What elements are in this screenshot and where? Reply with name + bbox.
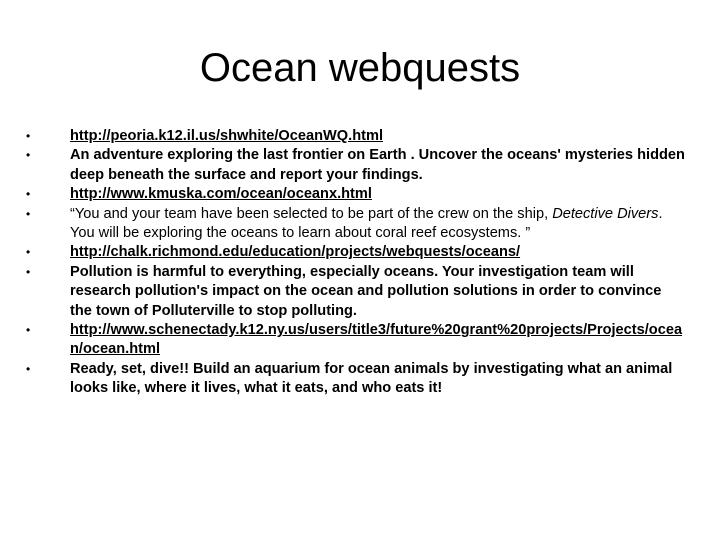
webquest-description: Ready, set, dive!! Build an aquarium for ocean animals by investigating what an animal looks like, where it lives, what it eats, and who eats it! (70, 360, 673, 397)
bullet-item (26, 321, 686, 360)
webquest-link[interactable]: http://chalk.richmond.edu/education/projects/webquests/oceans/ (70, 244, 521, 261)
bullet-item (26, 243, 686, 262)
slide-title: Ocean webquests (199, 46, 521, 90)
bullet-icon: • (26, 264, 31, 279)
bullet-icon: • (26, 187, 31, 202)
webquest-link[interactable]: http://www.schenectady.k12.ny.us/users/title3/future%20grant%20projects/Projects/ocean/ocean.html (70, 322, 683, 358)
bullet-icon: • (26, 323, 31, 338)
webquest-quote-start: “You and your team have been selected to be part of the crew on the ship, (70, 205, 553, 222)
webquest-description: Pollution is harmful to everything, especially oceans. Your investigation team will research pollution's impact on the ocean and pollution solutions in order to convince the town of Polluterville to stop polluting. (70, 263, 662, 319)
ship-name: Detective Divers (552, 205, 659, 222)
bullet-item (26, 127, 686, 146)
bullet-item (26, 360, 686, 399)
bullet-icon: • (26, 361, 31, 376)
webquest-link[interactable]: http://www.kmuska.com/ocean/oceanx.html (70, 186, 372, 203)
bullet-item (26, 146, 686, 185)
bullet-icon: • (26, 129, 31, 143)
bullet-icon: • (26, 148, 31, 163)
webquest-link[interactable]: http://peoria.k12.il.us/shwhite/OceanWQ.html (70, 128, 384, 144)
bullet-item (26, 185, 686, 204)
bullet-icon: • (26, 206, 31, 221)
bullet-list (26, 127, 686, 399)
bullet-icon: • (26, 245, 31, 260)
webquest-quote-end: . You will be exploring the oceans to learn about coral reef ecosystems. ” (70, 205, 663, 242)
webquest-description: An adventure exploring the last frontier on Earth . Uncover the oceans' mysteries hidden deep beneath the surface and report your findings. (70, 147, 685, 183)
bullet-item (26, 205, 686, 244)
bullet-item (26, 263, 686, 321)
